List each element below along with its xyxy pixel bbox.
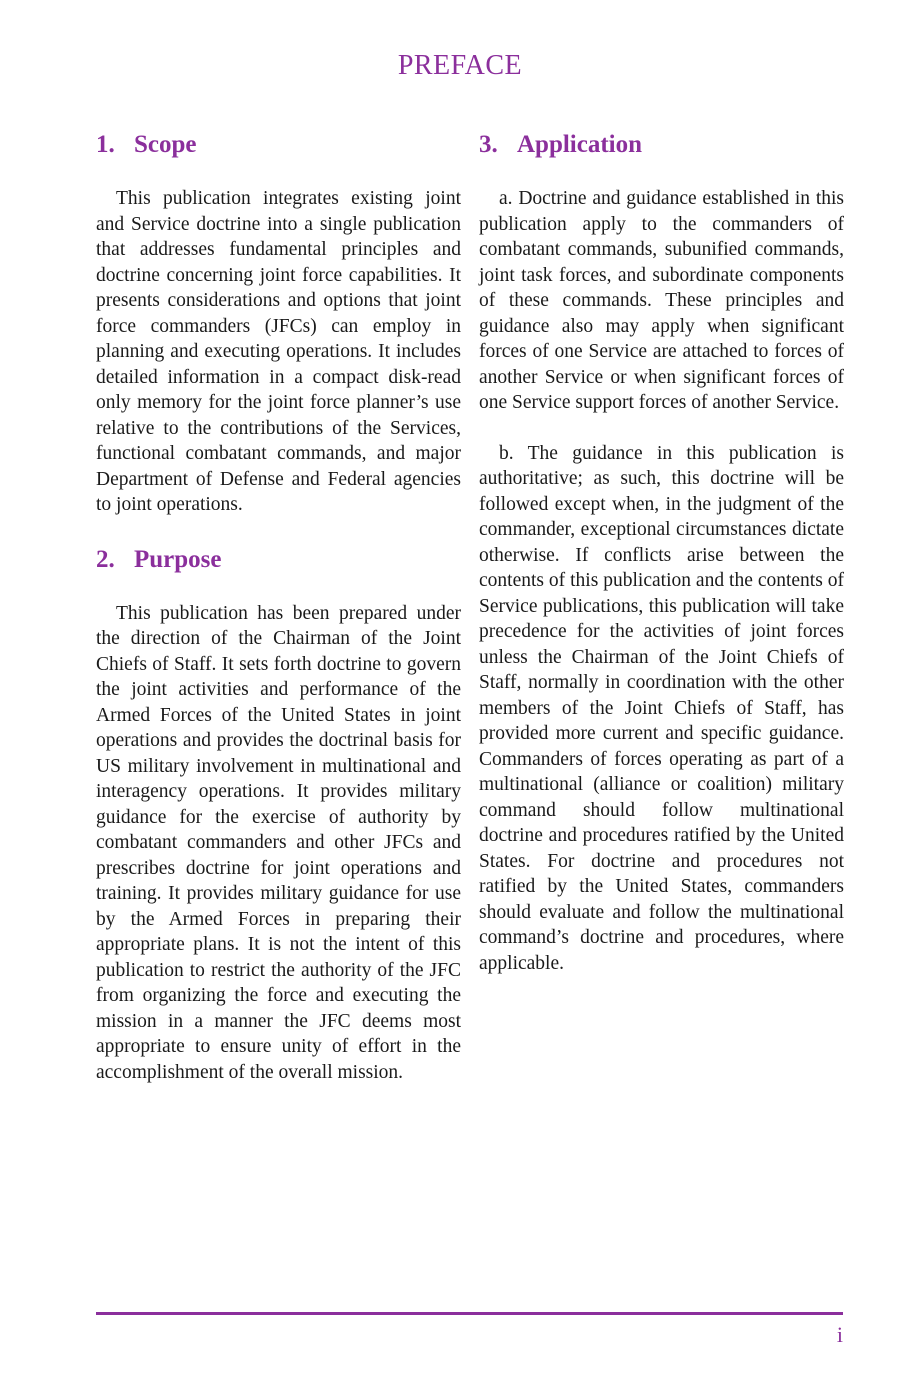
footer-rule (96, 1312, 843, 1315)
application-paragraph-a: a. Doctrine and guidance established in this publication apply to the commanders of combatant commands, subunified commands, joint task forces, and subordinate components of these commands. These principles and guidance also may apply when significant forces of one Service are attached to forces of another Service or when significant forces of one Service support forces of another Service. (479, 188, 844, 413)
right-column (479, 128, 844, 976)
section-title-purpose: Purpose (134, 545, 222, 573)
application-paragraph-b: b. The guidance in this publication is authoritative; as such, this doctrine will be followed except when, in the judgment of the commander, exceptional circumstances dictate otherwise. If conflicts arise between the contents of this publication and the contents of Service publications, this publication will take precedence for the activities of joint forces unless the Chairman of the Joint Chiefs of Staff, normally in coordination with the other members of the Joint Chiefs of Staff, has provided more current and specific guidance. Commanders of forces operating as part of a multinational (alliance or coalition) military command should follow multinational doctrine and procedures ratified by the United States. For doctrine and procedures not ratified by the United States, commanders should evaluate and follow the multinational command’s doctrine and procedures, where applicable. (479, 442, 844, 974)
section-title-scope: Scope (134, 131, 197, 158)
purpose-paragraph: This publication has been prepared under the direction of the Chairman of the Joint Chiefs of Staff. It sets forth doctrine to govern the joint activities and performance of the Armed Forces of the United States in joint operations and provides the doctrinal basis for US military involvement in multinational and interagency operations. It provides military guidance for the exercise of authority by combatant commanders and other JFCs and prescribes doctrine for joint operations and training. It provides military guidance for use by the Armed Forces in preparing their appropriate plans. It is not the intent of this publication to restrict the authority of the JFC from organizing the force and executing the mission in a manner the JFC deems most appropriate to ensure unity of effort in the accomplishment of the overall mission. (96, 602, 461, 1083)
section-heading-scope (96, 128, 461, 162)
section-title-application: Application (517, 131, 643, 158)
left-column (96, 128, 461, 1085)
section-number-scope: 1. (96, 131, 115, 158)
section-heading-purpose (96, 543, 461, 577)
page-number: i (836, 1322, 843, 1347)
scope-paragraph: This publication integrates existing joint and Service doctrine into a single publication that addresses fundamental principles and doctrine concerning joint force capabilities. It presents considerations and options that joint force commanders (JFCs) can employ in planning and executing operations. It includes detailed information in a compact disk-read only memory for the joint force planner’s use relative to the contributions of the Services, functional combatant commands, and major Department of Defense and Federal agencies to joint operations. (96, 188, 461, 515)
section-number-purpose: 2. (96, 545, 115, 573)
section-number-application: 3. (479, 131, 498, 158)
section-heading-application (479, 128, 844, 162)
page-title: PREFACE (397, 50, 523, 81)
